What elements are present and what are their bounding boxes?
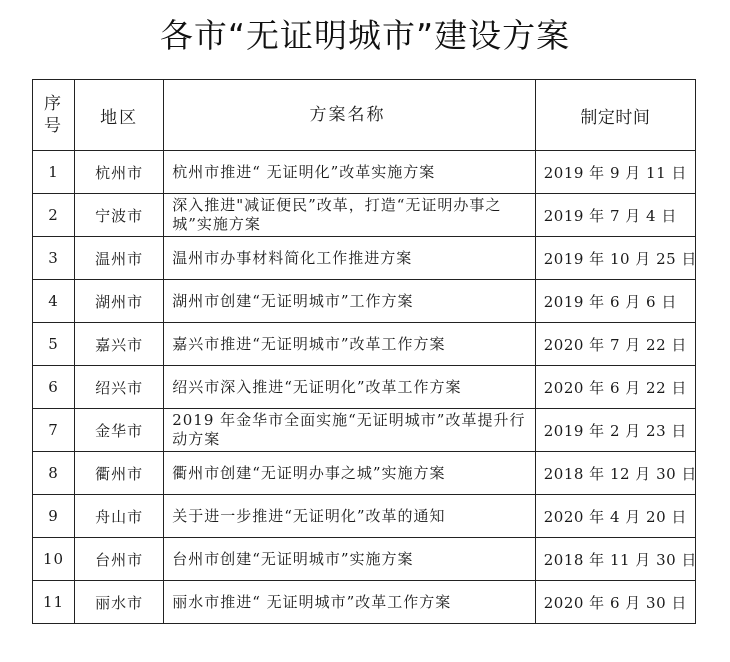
row-region: 舟山市 <box>75 495 164 538</box>
table-row <box>33 237 696 280</box>
header-number <box>33 80 75 151</box>
row-region: 绍兴市 <box>75 366 164 409</box>
table-row <box>33 409 696 452</box>
row-plan-name: 衢州市创建“无证明办事之城”实施方案 <box>164 452 536 495</box>
header-region: 地区 <box>75 80 164 151</box>
header-plan-name: 方案名称 <box>164 80 536 151</box>
row-date: 2019 年 2 月 23 日 <box>535 409 695 452</box>
row-number: 1 <box>33 151 75 194</box>
row-region: 宁波市 <box>75 194 164 237</box>
row-date: 2019 年 6 月 6 日 <box>535 280 695 323</box>
row-number: 10 <box>33 538 75 581</box>
row-plan-name: 绍兴市深入推进“无证明化”改革工作方案 <box>164 366 536 409</box>
row-number: 5 <box>33 323 75 366</box>
row-plan-name: 2019 年金华市全面实施“无证明城市”改革提升行动方案 <box>164 409 536 452</box>
row-number: 2 <box>33 194 75 237</box>
row-plan-name: 关于进一步推进“无证明化”改革的通知 <box>164 495 536 538</box>
row-region: 温州市 <box>75 237 164 280</box>
row-region: 衢州市 <box>75 452 164 495</box>
row-number: 3 <box>33 237 75 280</box>
header-number-line2: 号 <box>44 116 64 136</box>
row-date: 2018 年 11 月 30 日 <box>535 538 695 581</box>
row-plan-name: 台州市创建“无证明城市”实施方案 <box>164 538 536 581</box>
row-plan-name: 深入推进"减证便民”改革，打造“无证明办事之城”实施方案 <box>164 194 536 237</box>
row-date: 2019 年 7 月 4 日 <box>535 194 695 237</box>
row-plan-name: 嘉兴市推进“无证明城市”改革工作方案 <box>164 323 536 366</box>
table-row <box>33 151 696 194</box>
row-plan-name: 湖州市创建“无证明城市”工作方案 <box>164 280 536 323</box>
row-plan-name: 温州市办事材料简化工作推进方案 <box>164 237 536 280</box>
row-date: 2018 年 12 月 30 日 <box>535 452 695 495</box>
plans-table <box>32 79 696 624</box>
table-header-row <box>33 80 696 151</box>
row-number: 7 <box>33 409 75 452</box>
row-date: 2020 年 4 月 20 日 <box>535 495 695 538</box>
row-number: 4 <box>33 280 75 323</box>
table-row <box>33 581 696 624</box>
table-row <box>33 538 696 581</box>
table-row <box>33 366 696 409</box>
row-date: 2020 年 7 月 22 日 <box>535 323 695 366</box>
header-date: 制定时间 <box>535 80 695 151</box>
table-row <box>33 323 696 366</box>
table-body <box>33 151 696 624</box>
row-date: 2019 年 9 月 11 日 <box>535 151 695 194</box>
row-region: 丽水市 <box>75 581 164 624</box>
row-number: 11 <box>33 581 75 624</box>
table-row <box>33 280 696 323</box>
table-row <box>33 194 696 237</box>
row-number: 6 <box>33 366 75 409</box>
page-title: 各市“无证明城市”建设方案 <box>159 16 571 55</box>
row-plan-name: 杭州市推进“ 无证明化”改革实施方案 <box>164 151 536 194</box>
header-number-line1: 序 <box>44 94 64 114</box>
row-plan-name: 丽水市推进“ 无证明城市”改革工作方案 <box>164 581 536 624</box>
row-date: 2020 年 6 月 22 日 <box>535 366 695 409</box>
row-region: 嘉兴市 <box>75 323 164 366</box>
row-region: 金华市 <box>75 409 164 452</box>
table-row <box>33 495 696 538</box>
row-region: 湖州市 <box>75 280 164 323</box>
row-date: 2019 年 10 月 25 日 <box>535 237 695 280</box>
row-number: 9 <box>33 495 75 538</box>
row-number: 8 <box>33 452 75 495</box>
table-row <box>33 452 696 495</box>
row-region: 台州市 <box>75 538 164 581</box>
row-date: 2020 年 6 月 30 日 <box>535 581 695 624</box>
row-region: 杭州市 <box>75 151 164 194</box>
